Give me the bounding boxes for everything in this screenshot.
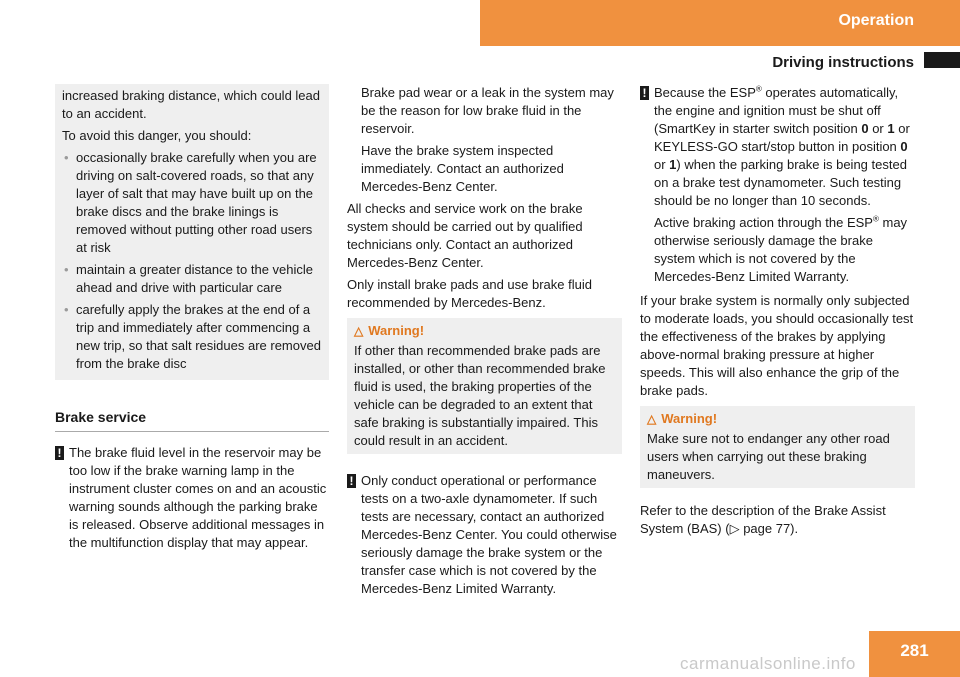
subsection-title: Driving instructions [772,54,914,71]
page-ref-arrow-icon: ▷ [729,521,740,536]
column-1 [55,84,329,556]
paragraph: Only install brake pads and use brake fluid recommended by Mercedes-Benz. [347,277,592,310]
warning-title: △ Warning! [647,411,718,426]
header-marker [924,52,960,68]
notice-dynamometer [347,472,622,598]
box-text: To avoid this danger, you should: [62,128,252,143]
notice-text: The brake fluid level in the reservoir may be too low if the brake warning lamp in the instrument cluster comes on and an acoustic warning sounds although the parking brake is released. Observe additional messages in the multifunction display that may appear. [69,445,327,550]
warning-text: If other than recommended brake pads are installed, or other than recommended brake fluid is used, the braking properties of the vehicle can be degraded to an extent that safe braking is substantially impaired. This could result in an accident. [354,343,606,448]
warning-box [640,406,915,488]
warning-text: Make sure not to endanger any other road users when carrying out these braking maneuvers. [647,431,890,482]
registered-mark: ® [755,84,762,94]
warning-box [347,318,622,454]
column-3 [640,84,915,542]
paragraph: All checks and service work on the brake system should be carried out by qualified technicians only. Contact an authorized Mercedes-Benz Center. [347,201,583,270]
section-tab [480,0,960,46]
box-text: increased braking distance, which could lead to an accident. [62,88,320,121]
warning-title: △ Warning! [354,323,425,338]
salt-road-box [55,84,329,380]
reference-paragraph: Refer to the description of the Brake Assist System (BAS) (▷ page 77). [640,503,886,536]
exclamation-icon: ! [640,86,649,100]
exclamation-icon: ! [347,474,356,488]
brake-service-heading: Brake service [55,408,329,432]
section-title: Operation [838,12,914,29]
warning-triangle-icon: △ [354,324,364,338]
paragraph: Active braking action through the ESP® may otherwise seriously damage the brake system which is not covered by the Mercedes-Benz Limited Warranty. [654,214,908,284]
notice-text: Only conduct operational or performance tests on a two-axle dynamometer. If such tests are necessary, contact an authorized Mercedes-Benz Center. You could otherwise seriously damage the brake system or the transfer case which is not covered by the Mercedes-Benz Limited Warranty. [361,473,617,596]
watermark: carmanualsonline.info [680,654,856,673]
page-number: 281 [869,631,960,677]
column-2 [347,84,622,602]
notice-esp: ! Because the ESP® operates automatically, the engine and ignition must be shut off (SmartKey in starter switch position 0 or 1 or KEYLESS-GO start/stop button in position 0 or 1) when the parking brake is being tested on a brake test dynamometer. Such testing should be no longer than 10 seconds. [640,84,915,210]
warning-triangle-icon: △ [647,412,657,426]
bullet-item: • carefully apply the brakes at the end of a trip and immediately after commencing a new trip, so that salt residues are removed from the brake disc [62,301,322,373]
bullet-item: • maintain a greater distance to the vehicle ahead and drive with particular care [62,261,322,297]
paragraph: If your brake system is normally only subjected to moderate loads, you should occasionally test the effectiveness of the brakes by applying above-normal braking pressure at higher speeds. This will also enhance the grip of the brake pads. [640,293,914,398]
exclamation-icon: ! [55,446,64,460]
bullet-item: • occasionally brake carefully when you are driving on salt-covered roads, so that any layer of salt that may have built up on the brake discs and the brake linings is removed without putting other road users at risk [62,149,322,257]
paragraph: Have the brake system inspected immediately. Contact an authorized Mercedes-Benz Center. [361,143,564,194]
notice-brake-fluid [55,444,329,552]
paragraph: Brake pad wear or a leak in the system may be the reason for low brake fluid in the reservoir. [361,85,614,136]
